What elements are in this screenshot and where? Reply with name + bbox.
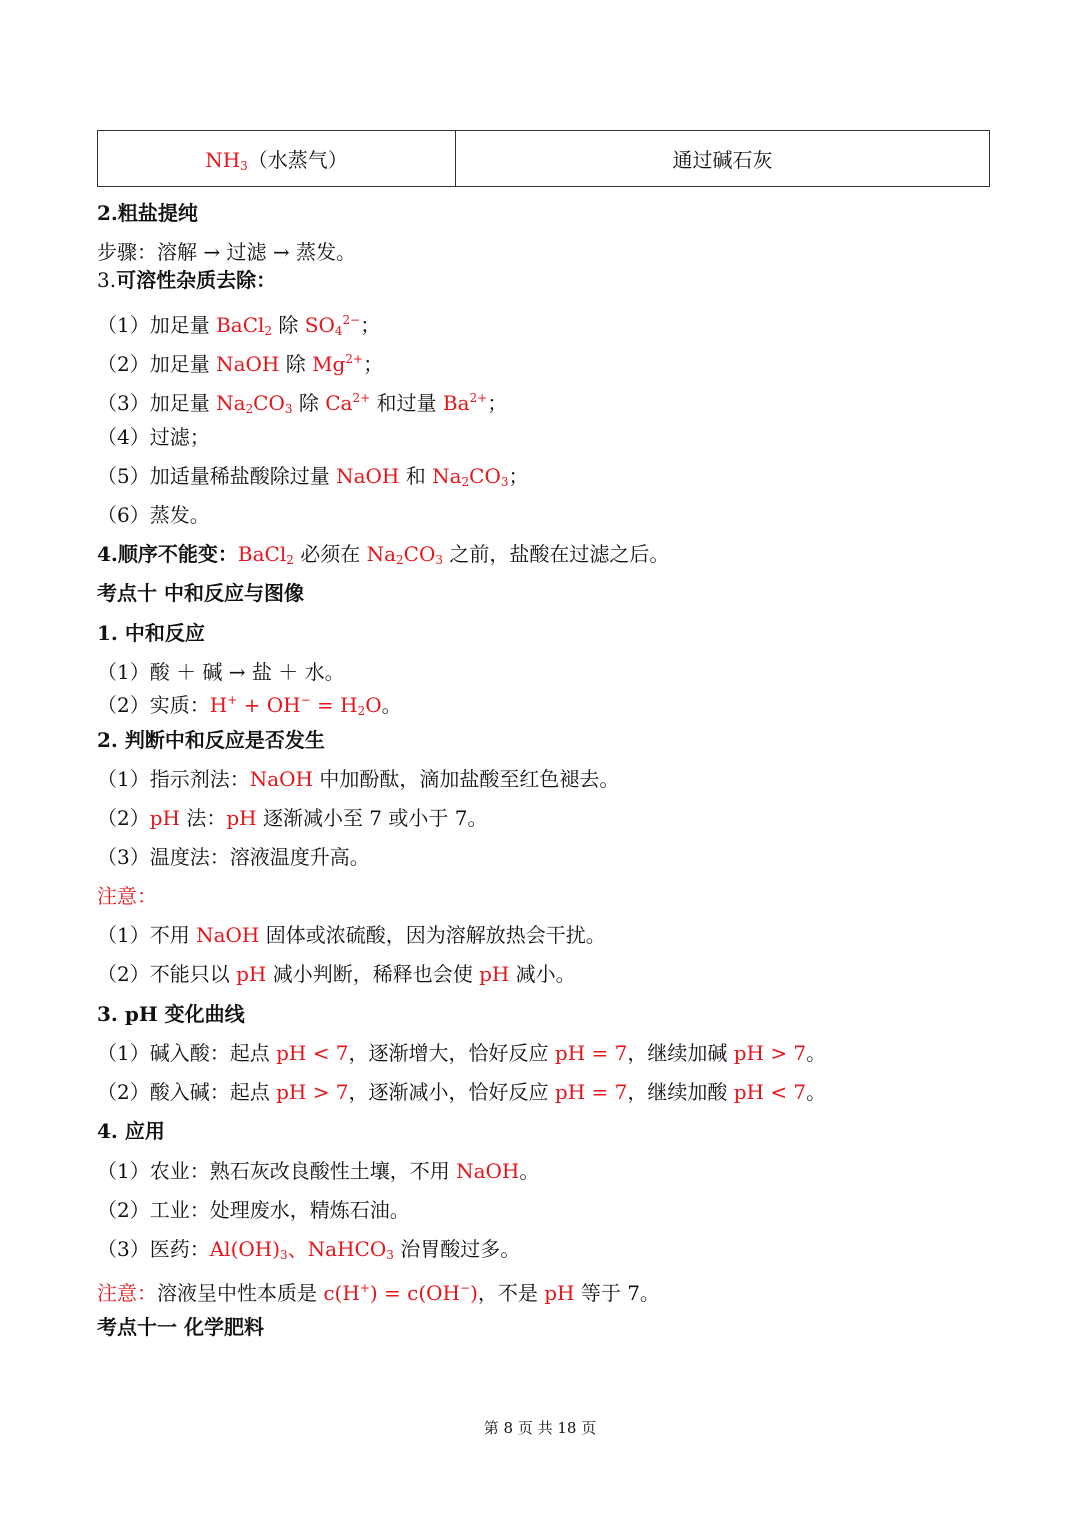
- subscript: 3: [435, 553, 443, 567]
- subscript: 4: [334, 324, 343, 338]
- list-item: [97, 1078, 826, 1106]
- text: 减小。: [515, 962, 576, 986]
- text: 。: [519, 1159, 540, 1183]
- text: 除: [278, 313, 299, 337]
- formula: NaOH: [249, 767, 313, 791]
- text: 等于 7。: [580, 1281, 660, 1305]
- subscript: 2: [396, 553, 404, 567]
- list-item: [97, 843, 370, 871]
- text: 固体或浓硫酸，因为溶解放热会干扰。: [265, 923, 606, 947]
- text: 治胃酸过多。: [400, 1237, 521, 1261]
- title: 可溶性杂质去除：: [116, 268, 277, 292]
- steps-line: [97, 238, 356, 266]
- formula: Ca: [325, 391, 353, 415]
- formula: CO: [469, 464, 501, 488]
- reagent-table: [97, 130, 990, 187]
- formula: H: [209, 693, 228, 717]
- text: 过滤；: [149, 425, 210, 449]
- subsection-title: 3. pH 变化曲线: [97, 1002, 245, 1026]
- section-title-fertilizer: 考点十一 化学肥料: [97, 1315, 264, 1339]
- list-item: [97, 1157, 539, 1185]
- subsection-title: 1. 中和反应: [97, 621, 205, 645]
- page-number: 第 8 页 共 18 页: [483, 1419, 597, 1437]
- section-title-neutralization: 考点十 中和反应与图像: [97, 581, 304, 605]
- subscript: 3: [284, 402, 293, 416]
- formula: Mg: [312, 352, 346, 376]
- num: （1）: [97, 767, 150, 791]
- formula: Na: [432, 464, 462, 488]
- formula: BaCl: [237, 542, 287, 566]
- formula: pH > 7: [733, 1041, 807, 1065]
- step: 溶解: [157, 240, 197, 264]
- list-item: [97, 423, 210, 451]
- list-item: [97, 1039, 826, 1067]
- text: 不能只以: [149, 962, 230, 986]
- text: 。: [806, 1041, 827, 1065]
- list-item: [97, 1196, 410, 1224]
- text: 蒸发。: [149, 503, 210, 527]
- order-rule: [97, 540, 669, 574]
- superscript: −: [300, 693, 311, 707]
- step: 过滤: [226, 240, 267, 264]
- step: 蒸发。: [295, 240, 356, 264]
- text: ；: [508, 464, 529, 488]
- formula: pH: [149, 806, 180, 830]
- text: ，继续加酸: [627, 1080, 728, 1104]
- text: 酸入碱：起点: [149, 1080, 270, 1104]
- formula: O: [365, 693, 382, 717]
- num: （1）: [97, 660, 150, 684]
- list-item: [97, 658, 345, 686]
- text: 酸 ＋ 碱 → 盐 ＋ 水。: [149, 660, 345, 684]
- list-item: [97, 765, 619, 793]
- title: 4.顺序不能变：: [97, 542, 238, 566]
- formula: pH = 7: [554, 1080, 628, 1104]
- text: 和过量: [376, 391, 437, 415]
- formula: NaOH: [336, 464, 400, 488]
- note-line: [97, 1274, 660, 1307]
- superscript: 2−: [342, 313, 361, 327]
- note-label: 注意：: [97, 884, 157, 908]
- subscript: 2: [245, 402, 254, 416]
- num: （1）: [97, 923, 150, 947]
- subscript: 3: [500, 475, 509, 489]
- subsection-title: 4. 应用: [97, 1119, 165, 1143]
- num: （2）: [97, 806, 150, 830]
- formula: CO: [403, 542, 436, 566]
- text: ，逐渐减小，恰好反应: [348, 1080, 549, 1104]
- superscript: −: [460, 1281, 471, 1295]
- subscript: 2: [264, 324, 273, 338]
- superscript: 2+: [345, 352, 364, 366]
- section-title-impurity: [97, 266, 276, 294]
- list-item: [97, 384, 507, 423]
- formula: Na: [366, 542, 397, 566]
- num: （2）: [97, 693, 150, 717]
- formula: SO: [304, 313, 335, 337]
- formula: NaOH: [456, 1159, 520, 1183]
- note-label: 注意：: [97, 1281, 157, 1305]
- num: （1）: [97, 1041, 150, 1065]
- list-item: [97, 804, 487, 832]
- formula-part: c(H: [323, 1281, 360, 1305]
- num: （6）: [97, 503, 150, 527]
- list-item: [97, 960, 576, 988]
- text: 必须在: [300, 542, 361, 566]
- text: 加足量: [149, 313, 210, 337]
- formula: pH: [544, 1281, 575, 1305]
- formula-part: ): [470, 1281, 478, 1305]
- subscript: 3: [386, 1248, 394, 1262]
- text: 实质：: [149, 693, 210, 717]
- subscript: 3: [280, 1248, 288, 1262]
- text: 。: [806, 1080, 827, 1104]
- text: 加适量稀盐酸除过量: [149, 464, 330, 488]
- num: （3）: [97, 391, 150, 415]
- text: ；: [360, 313, 381, 337]
- superscript: +: [359, 1281, 370, 1295]
- note: （水蒸气）: [247, 148, 348, 172]
- arrow-icon: →: [203, 240, 221, 264]
- superscript: +: [227, 693, 238, 707]
- subscript: 2: [286, 553, 294, 567]
- text: ；: [487, 391, 508, 415]
- formula: NH: [205, 148, 241, 172]
- arrow-icon: →: [272, 240, 290, 264]
- text: 指示剂法：: [149, 767, 250, 791]
- superscript: 2+: [352, 391, 371, 405]
- formula: NaOH: [216, 352, 280, 376]
- text: 除: [285, 352, 306, 376]
- formula: Al(OH): [209, 1237, 281, 1261]
- text: 。: [381, 693, 402, 717]
- formula: [323, 1281, 478, 1305]
- text: 农业：熟石灰改良酸性土壤，不用: [149, 1159, 450, 1183]
- num: （3）: [97, 1237, 150, 1261]
- number: 3.: [97, 268, 117, 292]
- text: ，逐渐增大，恰好反应: [348, 1041, 549, 1065]
- formula: = H: [310, 693, 358, 717]
- text: 除: [298, 391, 319, 415]
- text: 和: [405, 464, 426, 488]
- list-item: [97, 462, 529, 496]
- text: 医药：: [149, 1237, 210, 1261]
- text: 加足量: [149, 391, 210, 415]
- num: （1）: [97, 1159, 150, 1183]
- text: ，继续加碱: [627, 1041, 728, 1065]
- text: 法：: [186, 806, 227, 830]
- text: 减小判断，稀释也会使: [272, 962, 473, 986]
- num: （2）: [97, 352, 150, 376]
- text: ，不是: [477, 1281, 538, 1305]
- formula: + OH: [237, 693, 301, 717]
- formula: Na: [216, 391, 246, 415]
- text: 逐渐减小至 7 或小于 7。: [262, 806, 488, 830]
- label: 步骤：: [97, 240, 157, 264]
- num: （1）: [97, 313, 150, 337]
- formula: 、NaHCO: [287, 1237, 387, 1261]
- num: （4）: [97, 425, 150, 449]
- subscript: 2: [461, 475, 470, 489]
- text: 不用: [149, 923, 190, 947]
- list-item: [97, 1235, 520, 1269]
- formula: pH > 7: [276, 1080, 349, 1104]
- formula: pH: [479, 962, 510, 986]
- subsection-title: 2. 判断中和反应是否发生: [97, 728, 325, 752]
- equation: [210, 693, 382, 717]
- table-row: [98, 131, 990, 187]
- num: （2）: [97, 962, 150, 986]
- text: 碱入酸：起点: [149, 1041, 270, 1065]
- formula: CO: [253, 391, 285, 415]
- subscript: 3: [240, 159, 248, 173]
- list-item: [97, 921, 606, 949]
- formula: pH: [226, 806, 257, 830]
- num: （3）: [97, 845, 150, 869]
- formula-part: ) = c(OH: [369, 1281, 460, 1305]
- text: 中加酚酞，滴加盐酸至红色褪去。: [319, 767, 620, 791]
- formula: BaCl: [216, 313, 265, 337]
- list-item: [97, 501, 210, 529]
- text: 加足量: [149, 352, 210, 376]
- superscript: 2+: [469, 391, 488, 405]
- formula: Ba: [442, 391, 470, 415]
- formula: pH < 7: [733, 1080, 807, 1104]
- section-title-crude-salt: 2.粗盐提纯: [97, 201, 198, 225]
- list-item: [97, 306, 380, 345]
- num: （2）: [97, 1198, 150, 1222]
- text: 之前，盐酸在过滤之后。: [449, 542, 670, 566]
- table-cell-substance: [98, 131, 456, 187]
- subscript: 2: [357, 704, 366, 718]
- text: 溶液呈中性本质是: [157, 1281, 317, 1305]
- formula: pH < 7: [276, 1041, 349, 1065]
- text: ；: [363, 352, 384, 376]
- num: （5）: [97, 464, 150, 488]
- table-cell-method: 通过碱石灰: [456, 131, 990, 187]
- formula: pH: [236, 962, 267, 986]
- text: 工业：处理废水，精炼石油。: [149, 1198, 410, 1222]
- text: 温度法：溶液温度升高。: [149, 845, 370, 869]
- list-item: [97, 345, 383, 378]
- num: （2）: [97, 1080, 150, 1104]
- formula: NaOH: [196, 923, 260, 947]
- formula: pH = 7: [554, 1041, 628, 1065]
- list-item: [97, 686, 402, 725]
